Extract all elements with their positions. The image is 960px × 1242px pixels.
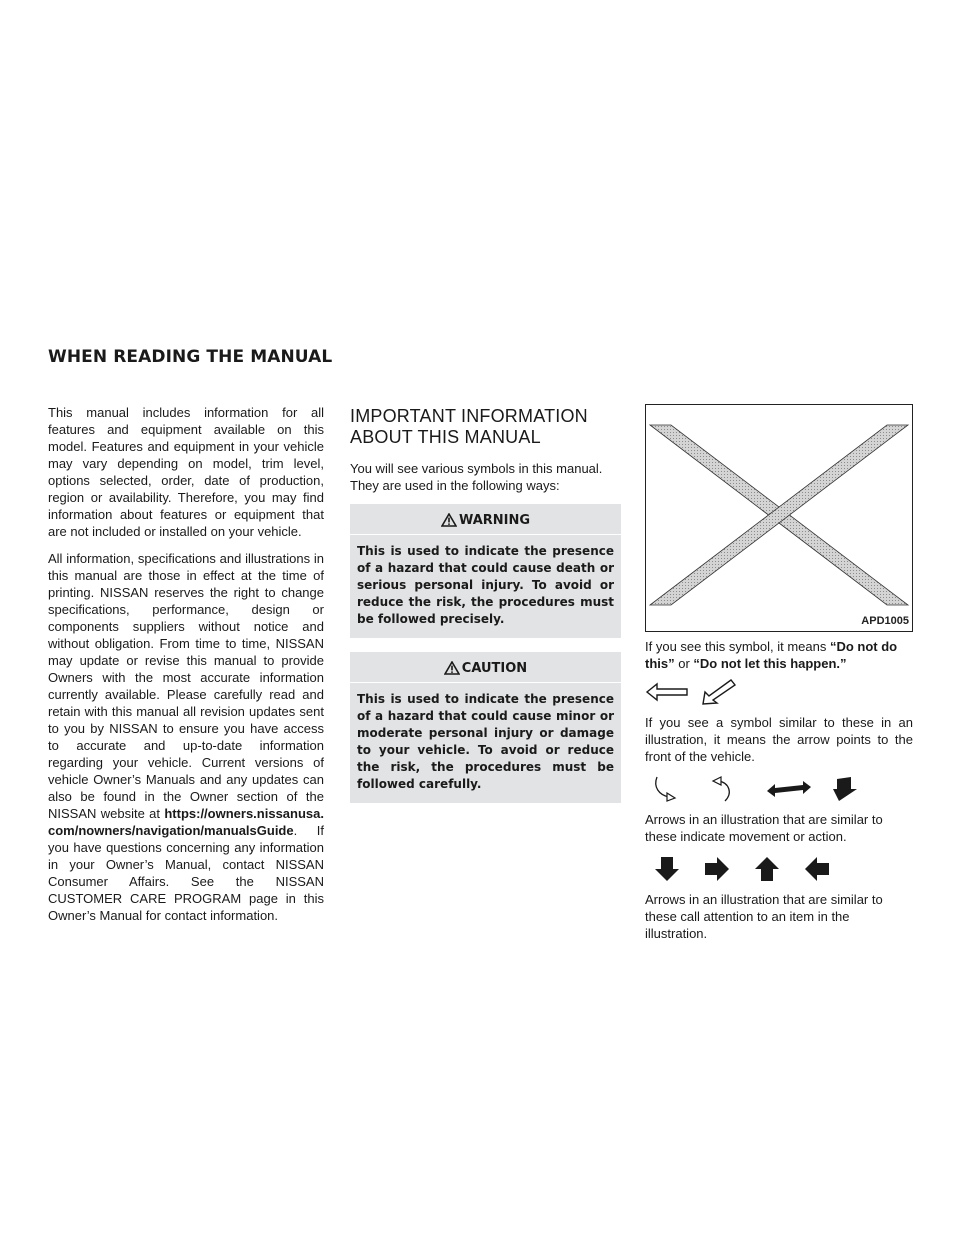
intro-paragraph: This manual includes information for all features and equipment available on this model. Features and equipment in your vehicle may vary depending on model, trim level, options selected, order, date of production, region or availability. Therefore, you may find information about features or equipment that are not included or installed on your vehicle. [48,405,324,539]
attention-arrow-symbols [645,855,913,883]
attention-arrow-right-icon [703,855,731,883]
revision-text-end: . If you have questions concerning any information in your Owner’s Manual, contact NISSAN Consumer Affairs. See the NISSAN CUSTOMER CARE PROGRAM page in this Owner’s Manual for contact information. [48,823,324,923]
warning-label: WARNING [458,512,531,528]
do-not-let-this-happen: “Do not let this happen.” [693,656,847,671]
front-arrow-text: If you see a symbol similar to these in an illustration, it means the arrow points to the front of the vehicle. [645,715,913,764]
do-not-symbol-figure [645,404,913,632]
front-arrow-left-icon [645,681,689,703]
front-arrow-diagonal-icon [699,678,739,706]
caution-box [350,652,621,803]
caution-header [350,652,621,683]
warning-text: This is used to indicate the presence of a hazard that could cause death or serious personal injury. To avoid or reduce the risk, the procedures must be followed precisely. [357,544,614,626]
front-arrow-symbols [645,678,913,706]
manuals-url-link[interactable]: https://owners.nissanusa.com/nowners/navigation/manualsGuide [48,806,324,838]
attention-text: Arrows in an illustration that are similar to these call attention to an item in the illustration. [645,892,883,941]
attention-arrow-left-icon [803,855,831,883]
important-info-heading: IMPORTANT INFORMATION ABOUT THIS MANUAL [350,406,588,447]
caution-label: CAUTION [461,660,528,676]
curved-arrow-up-icon [709,775,739,803]
do-not-symbol-pre: If you see this symbol, it means [645,639,830,654]
column-important-info [350,404,621,817]
warning-box [350,504,621,638]
revision-text: All information, specifications and illustrations in this manual are those in effect at the time of printing. NISSAN reserves the right to change specifications, performance, design or components suppliers without notice and without obligation. From time to time, NISSAN may update or revise this manual to provide Owners with the most accurate information currently available. Please carefully read and retain with this manual all revision updates sent to you by NISSAN to ensure you have access to accurate and up-to-date information regarding your vehicle. Current versions of vehicle Owner’s Manuals and any updates can also be found in the Owner section of the NISSAN website at [48,551,324,821]
do-not-do-this: “Do not do this” [645,639,898,671]
revision-paragraph [48,550,324,924]
warning-triangle-icon [441,513,457,527]
section-title: WHEN READING THE MANUAL [48,347,333,367]
warning-header [350,504,621,535]
bent-arrow-icon [831,775,861,803]
do-not-or: or [674,656,694,671]
movement-arrow-symbols [645,775,913,803]
attention-arrow-down-icon [653,855,681,883]
caution-text: This is used to indicate the presence of a hazard that could cause minor or moderate personal injury or damage to your vehicle. To avoid or reduce the risk, the procedures must be followed carefully. [357,692,614,791]
curved-arrow-down-icon [651,775,681,803]
do-not-x-icon [646,405,912,631]
caution-triangle-icon [444,661,460,675]
symbols-intro: You will see various symbols in this manual. They are used in the following ways: [350,461,603,493]
attention-arrow-up-icon [753,855,781,883]
double-arrow-icon [765,778,813,800]
column-intro [48,404,324,934]
movement-text: Arrows in an illustration that are similar to these indicate movement or action. [645,812,883,844]
do-not-symbol-text [645,638,913,672]
figure-code: APD1005 [861,615,909,627]
column-symbols [645,404,913,952]
